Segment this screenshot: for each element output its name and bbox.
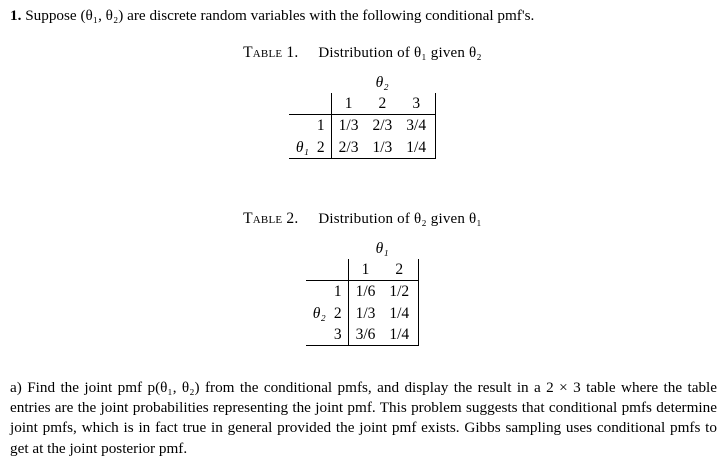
table-1-block xyxy=(0,44,725,164)
table-2 xyxy=(306,238,419,346)
table-2-row-header: 1 xyxy=(332,281,348,303)
table-2-cell: 1/6 xyxy=(348,281,382,303)
table-2-cell: 1/3 xyxy=(355,304,376,322)
table-row xyxy=(289,137,436,159)
table-1-col-header: 3 xyxy=(412,95,421,113)
table-2-row-header: 3 xyxy=(332,324,348,346)
problem-text: Suppose (θ₁, θ₂) are discrete random variables with the following conditional pmf's. xyxy=(25,7,535,24)
table-row xyxy=(306,324,419,346)
table-2-cell: 1/2 xyxy=(382,281,416,303)
table-1-caption-text: Distribution of θ₁ given θ₂ xyxy=(318,45,482,61)
part-a-paragraph: a) Find the joint pmf p(θ₁, θ₂) from the conditional pmfs, and display the result in a 2 × 3 table where the table entries are the joint probabilities representing the joint pmf. This problem suggests that conditional pmfs determine joint pmfs, which is in fact true in general provided the joint pmf exists. Gibbs sampling uses conditional pmfs to get at the joint posterior pmf. xyxy=(10,379,717,457)
table-row xyxy=(306,303,419,324)
table-1-wrap xyxy=(289,72,436,164)
table-2-col-variable: θ₁ xyxy=(375,240,389,257)
table-1-row-header: 1 xyxy=(315,115,331,137)
table-1-cell: 3/4 xyxy=(399,115,433,137)
table-1-cell: 1/3 xyxy=(331,115,365,137)
table-2-header-row xyxy=(306,259,419,281)
table-2-wrap xyxy=(306,238,419,351)
table-1-row-variable: θ₁ xyxy=(289,137,315,159)
table-1-col-variable: θ₂ xyxy=(375,74,389,91)
table-2-cell: 1/4 xyxy=(382,324,416,346)
table-2-col-header: 1 xyxy=(361,261,370,279)
table-1-colvar-row xyxy=(289,72,436,93)
table-1 xyxy=(289,72,436,159)
table-2-caption-label: Table 2. xyxy=(243,210,299,227)
table-1-cell: 1/3 xyxy=(365,137,399,159)
table-1-col-header: 1 xyxy=(344,95,353,113)
problem-statement xyxy=(10,6,716,26)
table-1-caption xyxy=(0,44,725,62)
table-2-col-header: 2 xyxy=(395,261,404,279)
table-1-cell: 2/3 xyxy=(331,137,365,159)
table-1-cell: 1/4 xyxy=(399,137,433,159)
table-1-caption-label: Table 1. xyxy=(243,44,299,61)
table-row xyxy=(289,115,436,137)
table-2-caption-text: Distribution of θ₂ given θ₁ xyxy=(318,211,482,227)
table-2-colvar-row xyxy=(306,238,419,259)
table-2-block xyxy=(0,210,725,351)
problem-number: 1. xyxy=(10,7,22,24)
table-2-row-variable: θ₂ xyxy=(312,304,326,322)
table-2-cell: 1/4 xyxy=(389,304,410,322)
table-1-row-header: 2 xyxy=(315,137,331,159)
table-1-col-header: 2 xyxy=(378,95,387,113)
table-2-row-header: 2 xyxy=(332,303,348,324)
table-2-caption xyxy=(0,210,725,228)
table-2-cell: 3/6 xyxy=(348,324,382,346)
table-row xyxy=(306,281,419,303)
table-1-cell: 2/3 xyxy=(365,115,399,137)
table-1-header-row xyxy=(289,93,436,115)
